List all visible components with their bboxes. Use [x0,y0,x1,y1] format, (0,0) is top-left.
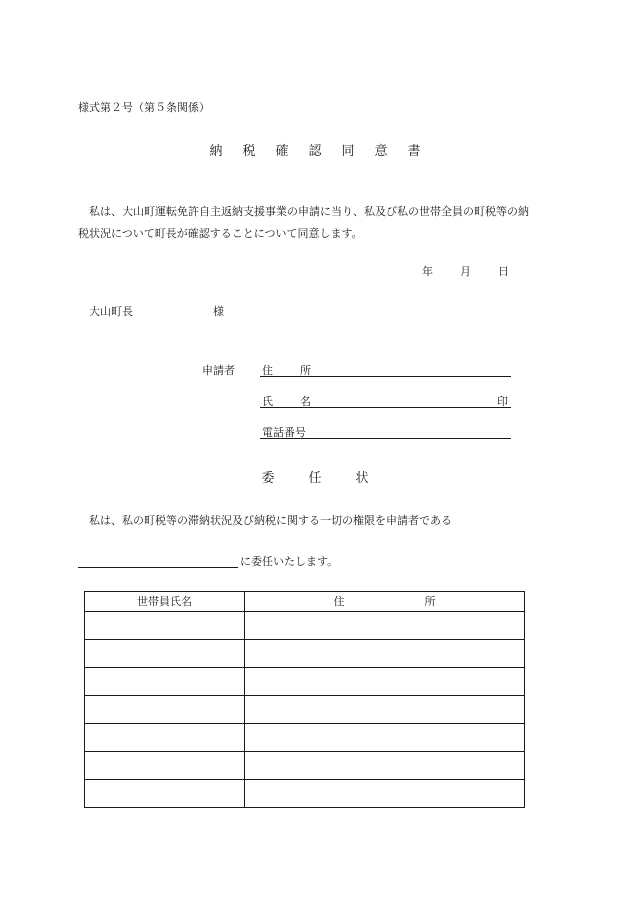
proxy-title-char: 任 [308,471,322,486]
member-name-cell[interactable] [85,668,245,696]
title-char: 税 [242,144,256,159]
phone-label: 電話番号 [262,426,306,439]
member-name-cell[interactable] [85,780,245,808]
member-address-cell[interactable] [245,752,525,780]
date-day: 日 [498,265,509,278]
table-row [85,696,525,724]
member-address-cell[interactable] [245,640,525,668]
title-char: 納 [209,144,223,159]
proxy-text-line1: 私は、私の町税等の滞納状況及び納税に関する一切の権限を申請者である [89,514,452,527]
seal-mark: 印 [497,395,508,408]
applicant-label: 申請者 [202,364,235,377]
header-member-name: 世帯員氏名 [85,592,245,612]
member-address-cell[interactable] [245,724,525,752]
proxy-text-line2: に委任いたします。 [240,555,339,568]
date-month: 月 [460,265,471,278]
title-char: 認 [308,144,322,159]
title-char: 意 [374,144,388,159]
table-row [85,752,525,780]
table-row [85,640,525,668]
proxy-title-char: 状 [355,471,369,486]
title-char: 書 [407,144,421,159]
title-char: 同 [341,144,355,159]
page-title [0,143,630,160]
member-name-cell[interactable] [85,640,245,668]
honorific: 様 [213,305,224,318]
table-row [85,780,525,808]
table-row [85,724,525,752]
member-address-cell[interactable] [245,668,525,696]
household-members-table [84,591,525,808]
table-row [85,668,525,696]
title-char: 確 [275,144,289,159]
header-address-char: 住 [333,595,345,608]
name-field[interactable] [260,407,511,408]
proxy-title-char: 委 [261,471,275,486]
consent-text-line2: 税状況について町長が確認することについて同意します。 [78,227,363,240]
name-label-1: 氏 [262,395,273,408]
header-address-char: 所 [424,595,436,608]
proxy-title [0,470,630,487]
table-header-row [85,592,525,612]
phone-field[interactable] [260,438,511,439]
name-label-2: 名 [300,395,311,408]
consent-text-line1: 私は、大山町運転免許自主返納支援事業の申請に当り、私及び私の世帯全員の町税等の納 [89,205,529,218]
date-year: 年 [422,265,433,278]
form-number: 様式第２号（第５条関係） [78,101,210,114]
member-address-cell[interactable] [245,780,525,808]
member-name-cell[interactable] [85,724,245,752]
address-label-1: 住 [262,364,273,377]
address-label-2: 所 [300,364,311,377]
table-row [85,612,525,640]
addressee: 大山町長 [89,305,133,318]
proxy-name-field[interactable] [78,567,238,568]
header-address [245,592,525,612]
member-name-cell[interactable] [85,612,245,640]
member-name-cell[interactable] [85,752,245,780]
member-address-cell[interactable] [245,696,525,724]
member-name-cell[interactable] [85,696,245,724]
address-field[interactable] [260,376,511,377]
member-address-cell[interactable] [245,612,525,640]
